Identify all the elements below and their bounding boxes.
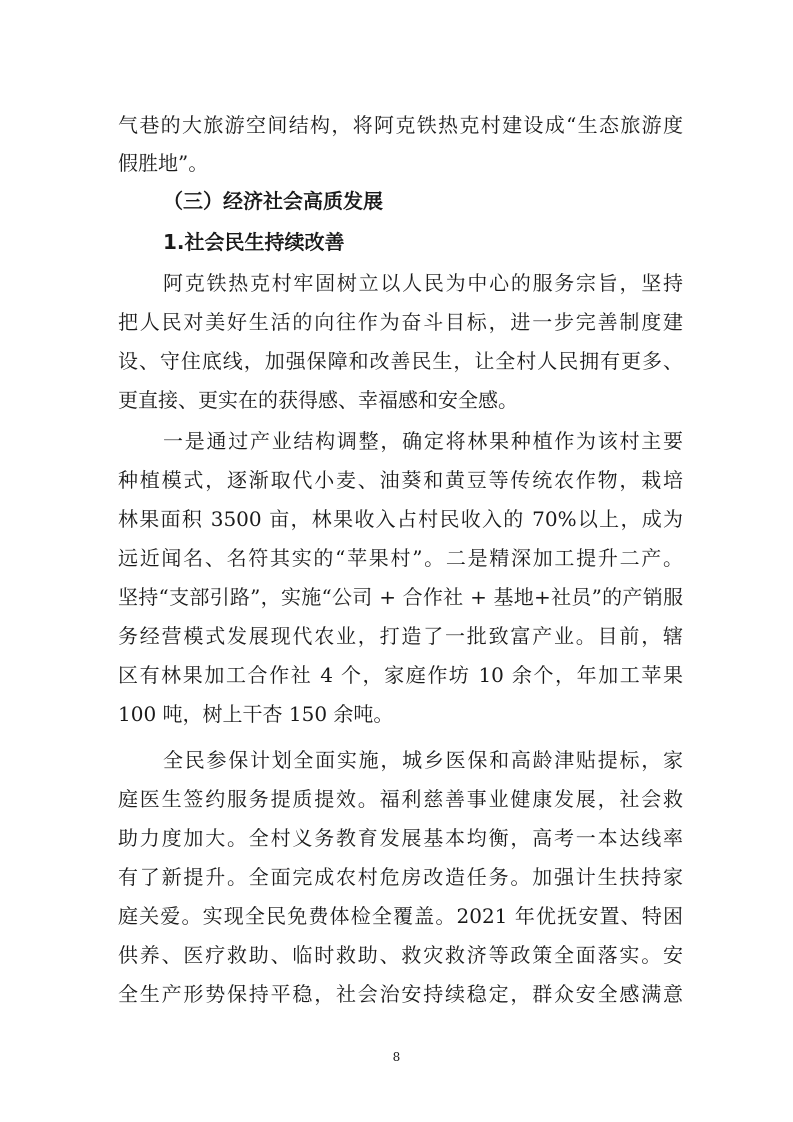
paragraph-line: 供养、医疗救助、临时救助、救灾救济等政策全面落实。安 [118,943,683,967]
sub-heading: 1.社会民生持续改善 [163,230,345,254]
paragraph-line: 坚持“支部引路”，实施“公司 + 合作社 + 基地+社员”的产销服 [118,585,683,609]
section-heading: （三）经济社会高质发展 [163,189,383,213]
paragraph-line: 林果面积 3500 亩，林果收入占村民收入的 70%以上，成为 [118,507,683,531]
paragraph-line: 远近闻名、名符其实的“苹果村”。二是精深加工提升二产。 [118,546,683,570]
paragraph-line: 庭医生签约服务提质提效。福利慈善事业健康发展，社会救 [118,787,683,811]
paragraph-line: 全民参保计划全面实施，城乡医保和高龄津贴提标，家 [163,748,683,772]
paragraph-line: 把人民对美好生活的向往作为奋斗目标，进一步完善制度建 [118,310,683,334]
paragraph-line: 务经营模式发展现代农业，打造了一批致富产业。目前，辖 [118,624,683,648]
paragraph-line: 100 吨，树上干杏 150 余吨。 [118,702,394,726]
paragraph-line: 气巷的大旅游空间结构，将阿克铁热克村建设成“生态旅游度 [118,113,683,137]
paragraph-line: 阿克铁热克村牢固树立以人民为中心的服务宗旨，坚持 [163,271,683,295]
paragraph-line: 庭关爱。实现全民免费体检全覆盖。2021 年优抚安置、特困 [118,904,683,928]
paragraph-line: 一是通过产业结构调整，确定将林果种植作为该村主要 [163,429,683,453]
paragraph-line: 有了新提升。全面完成农村危房改造任务。加强计生扶持家 [118,865,683,889]
paragraph-line: 种植模式，逐渐取代小麦、油葵和黄豆等传统农作物，栽培 [118,468,683,492]
paragraph-line: 设、守住底线，加强保障和改善民生，让全村人民拥有更多、 [118,349,683,373]
paragraph-line: 假胜地”。 [118,151,209,175]
paragraph-line: 更直接、更实在的获得感、幸福感和安全感。 [118,388,518,412]
paragraph-line: 全生产形势保持平稳，社会治安持续稳定，群众安全感满意 [118,982,683,1006]
paragraph-line: 助力度加大。全村义务教育发展基本均衡，高考一本达线率 [118,826,683,850]
page-number: 8 [392,1050,401,1064]
paragraph-line: 区有林果加工合作社 4 个，家庭作坊 10 余个，年加工苹果 [118,663,683,687]
